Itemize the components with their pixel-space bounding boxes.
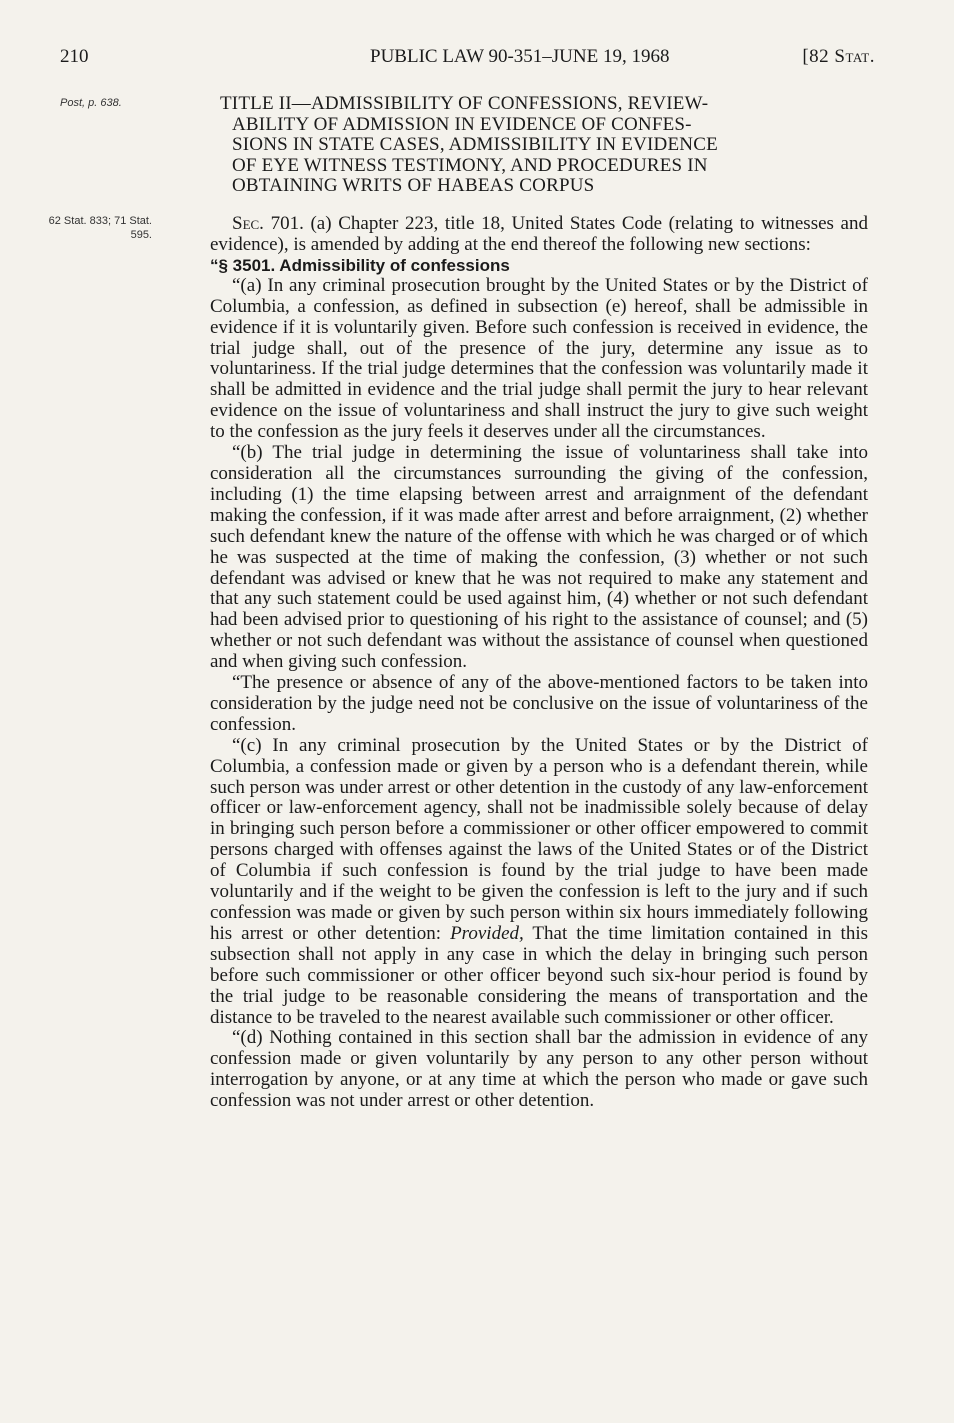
paragraph-c-proviso: That the time limitation contained in this subsection shall not apply in any case in which the delay in bringing such person before such commissioner or other officer beyond such six-hour period is found by the trial judge to be reasonable considering the means of transportation and the distance to be traveled to the nearest available such commissioner or other officer. bbox=[210, 922, 868, 1028]
document-body bbox=[210, 214, 868, 1112]
title-line: SIONS IN STATE CASES, ADMISSIBILITY IN EVIDENCE bbox=[232, 134, 718, 156]
paragraph-b-continued: “The presence or absence of any of the above-mentioned factors to be taken into consideration by the judge need not be conclusive on the issue of voluntariness of the confession. bbox=[210, 672, 868, 735]
paragraph-d: “(d) Nothing contained in this section shall bar the admission in evidence of any confession made or given voluntarily by any person to any other person without interrogation by anyone, or at any time at which the person who made or gave such confession was not under arrest or other detention. bbox=[210, 1027, 868, 1112]
paragraph-c-text: “(c) In any criminal prosecution by the United States or by the District of Columbia, a confession made or given by a person who is a defendant therein, while such person was under arrest or other detention in the custody of any law-enforcement officer or law-enforcement agency, shall not be inadmissible solely because of delay in bringing such person before a commissioner or other officer empowered to commit persons charged with offenses against the laws of the United States or of the District of Columbia if such confession is found by the trial judge to have been made voluntarily and if the weight to be given the confession is left to the jury and if such confession was made or given by such person within six hours immediately following his arrest or other detention: bbox=[210, 734, 868, 944]
paragraph-c bbox=[210, 736, 868, 1029]
section-701-text: (a) Chapter 223, title 18, United States Code (relating to witnesses and evidence), is amended by adding at the end thereof the following new sections: bbox=[210, 213, 868, 255]
margin-note-post: Post, p. 638. bbox=[60, 97, 122, 109]
statute-reference: [82 Stat. bbox=[802, 46, 875, 67]
title-heading bbox=[220, 93, 872, 197]
section-3501-heading: “§ 3501. Admissibility of confessions bbox=[210, 255, 510, 275]
title-line: ABILITY OF ADMISSION IN EVIDENCE OF CONFES- bbox=[232, 113, 692, 135]
page-number: 210 bbox=[60, 46, 89, 67]
margin-note-stat: 62 Stat. 833; 71 Stat. 595. bbox=[48, 215, 152, 241]
title-line: OBTAINING WRITS OF HABEAS CORPUS bbox=[232, 175, 595, 197]
title-line: TITLE II—ADMISSIBILITY OF CONFESSIONS, REVIEW- bbox=[220, 93, 709, 114]
title-line: OF EYE WITNESS TESTIMONY, AND PROCEDURES IN bbox=[232, 154, 708, 176]
paragraph-a: “(a) In any criminal prosecution brought by the United States or by the District of Columbia, a confession, as defined in subsection (e) hereof, shall be admissible in evidence if it is voluntarily given. Before such confession is received in evidence, the trial judge shall, out of the presence of the jury, determine any issue as to voluntariness. If the trial judge determines that the confession was voluntarily made it shall be admitted in evidence and the trial judge shall permit the jury to hear relevant evidence on the issue of voluntariness and shall instruct the jury to give such weight to the confession as the jury feels it deserves under all the circumstances. bbox=[210, 274, 868, 443]
section-701-paragraph bbox=[210, 214, 868, 256]
page-header bbox=[60, 46, 875, 74]
section-label: Sec. 701. bbox=[232, 213, 304, 234]
provided-term: Provided, bbox=[450, 922, 524, 944]
paragraph-b: “(b) The trial judge in determining the issue of voluntariness shall take into consideration all the circumstances surrounding the giving of the confession, including (1) the time elapsing between arrest and arraignment of the defendant making the confession, if it was made after arrest and before arraignment, (2) whether such defendant knew the nature of the offense with which he was charged or of which he was suspected at the time of making the confession, (3) whether or not such defendant was advised or knew that he was not required to make any statement and that any such statement could be used against him, (4) whether or not such defendant had been advised prior to questioning of his right to the assistance of counsel; and (5) whether or not such defendant was without the assistance of counsel when questioned and when giving such confession. bbox=[210, 442, 868, 673]
running-title: PUBLIC LAW 90-351–JUNE 19, 1968 bbox=[370, 46, 670, 67]
